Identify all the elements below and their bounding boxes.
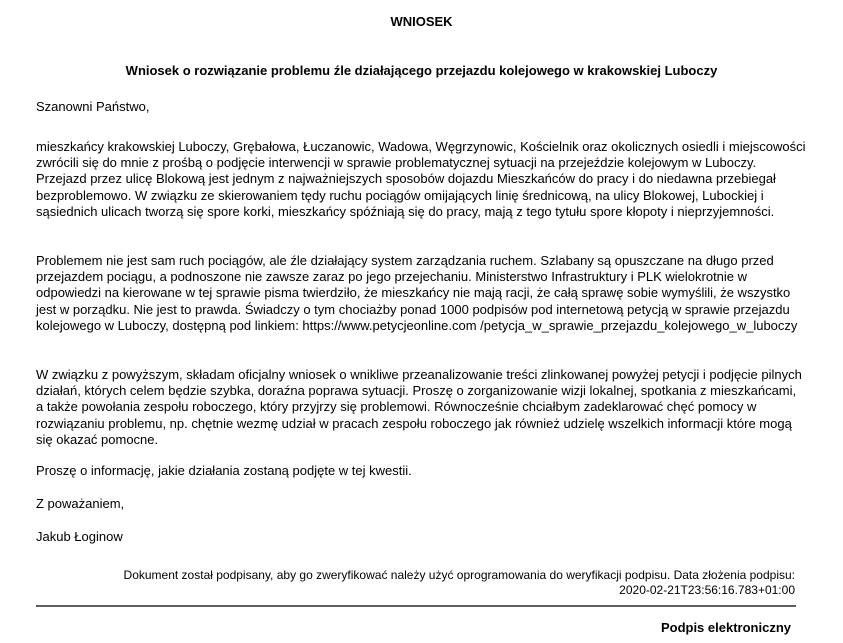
closing: Z poważaniem, [36, 496, 125, 511]
paragraph-text: Problemem nie jest sam ruch pociągów, ale źle działający system zarządzania ruchem. Szlabany są opuszczane na długo przed przejazdem pociągu, a podnoszone nie zawsze zaraz po jego przejechaniu. Ministerstwo Infrastruktury i PLK wielokrotnie w odpowiedzi na kierowane w tej sprawie pisma twierdziło, że mieszkańcy nie mają racji, że całą sprawę sobie wymyślili, że wszystko jest w porządku. Nie jest to prawda. Świadczy o tym chociażby ponad 1000 podpisów pod internetową petycją w sprawie przejazdu kolejowego w Luboczy, dostępną pod linkiem: https://www.petycjeonline.com /petycja_w_sprawie_przejazdu_kolejowego_w_luboczy [36, 253, 798, 333]
signer-name: Jakub Łoginow [36, 529, 123, 544]
body-paragraph-4 [36, 463, 806, 479]
body-paragraph-3 [36, 367, 806, 448]
signature-note-text: Dokument został podpisany, aby go zweryfikować należy użyć oprogramowania do weryfikacji podpisu. Data złożenia podpisu: [123, 568, 795, 582]
electronic-signature-label: Podpis elektroniczny [660, 620, 791, 635]
signature-note [124, 568, 795, 598]
document-title: WNIOSEK [390, 14, 453, 29]
body-paragraph-1 [36, 139, 806, 220]
paragraph-text: mieszkańcy krakowskiej Luboczy, Grębałowa, Łuczanowic, Wadowa, Węgrzynowic, Kościelnik oraz okolicznych osiedli i miejscowości zwrócili się do mnie z prośbą o podjęcie interwencji w sprawie problematycznej sytuacji na przejeździe kolejowym w Luboczy. Przejazd przez ulicę Blokową jest jednym z najważniejszych sposobów dojazdu Mieszkańców do pracy i do niedawna przebiegał bezproblemowo. W związku ze skierowaniem tędy ruchu pociągów omijających linię średnicową, na ulicy Blokowej, Lubockiej i sąsiednich ulicach tworzą się spore korki, mieszkańcy spóźniają się do pracy, mają z tego tytułu spore kłopoty i nieprzyjemności. [36, 139, 806, 219]
signature-separator [36, 605, 796, 607]
signature-date: 2020-02-21T23:56:16.783+01:00 [619, 583, 795, 597]
paragraph-text: W związku z powyższym, składam oficjalny wniosek o wnikliwe przeanalizowanie treści zlinkowanej powyżej petycji i podjęcie pilnych działań, których celem będzie szybka, doraźna poprawa sytuacji. Proszę o zorganizowanie wizji lokalnej, spotkania z mieszkańcami, a także powołania zespołu roboczego, który przyjrzy się problemowi. Równocześnie chciałbym zadeklarować chęć pomocy w rozwiązaniu problemu, np. chętnie wezmę udział w pracach zespołu roboczego jak również udzielę wszelkich informacji które mogą się okazać pomocne. [36, 367, 802, 447]
body-paragraph-2 [36, 253, 806, 334]
document-subject: Wniosek o rozwiązanie problemu źle działającego przejazdu kolejowego w krakowskiej Luboczy [125, 63, 718, 78]
paragraph-text: Proszę o informację, jakie działania zostaną podjęte w tej kwestii. [36, 463, 412, 478]
greeting: Szanowni Państwo, [36, 99, 150, 114]
